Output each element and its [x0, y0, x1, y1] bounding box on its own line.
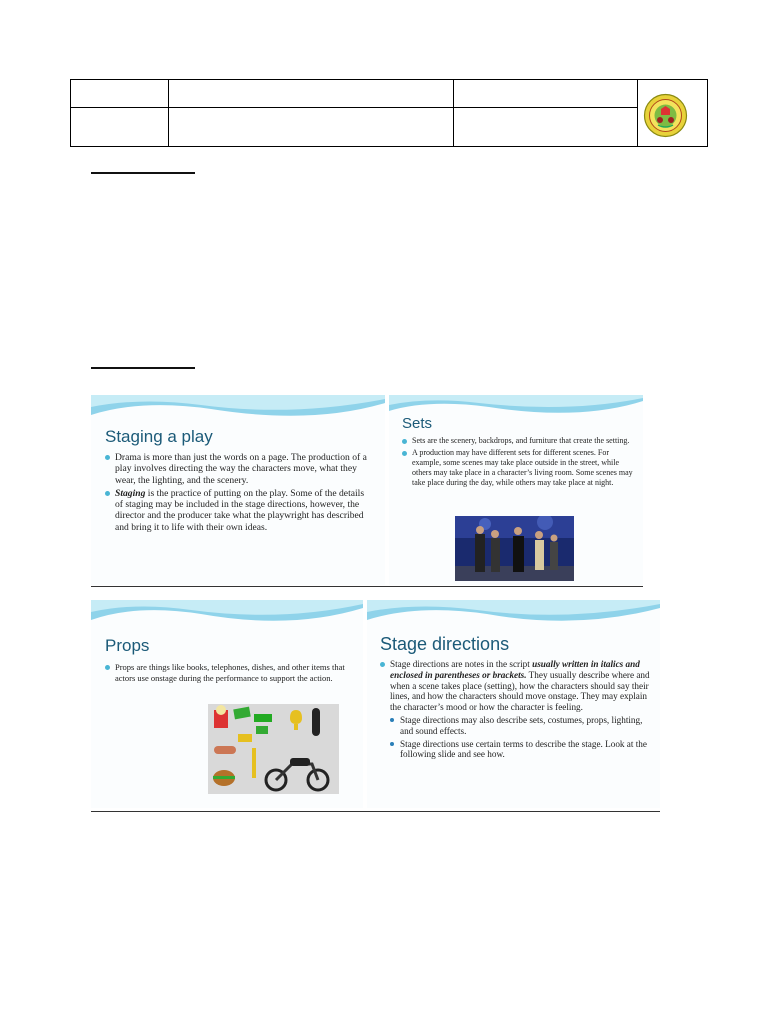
slide-bullets: [105, 662, 355, 686]
table-divider: [168, 80, 169, 146]
table-divider: [71, 107, 637, 108]
slide-wave-decoration: [367, 600, 660, 630]
school-seal-logo: [643, 93, 688, 138]
slide-stage-directions: [367, 600, 660, 808]
slide-row-divider: [91, 586, 643, 587]
slide-bullets: [402, 436, 636, 490]
table-divider: [637, 80, 638, 146]
slide-sets: [389, 395, 643, 585]
slide-title: Props: [105, 636, 150, 655]
slide-wave-decoration: [91, 395, 385, 425]
props-clipart-image: [208, 704, 339, 794]
slide-title: Stage directions: [380, 634, 510, 654]
slide-props: [91, 600, 363, 808]
slide-wave-decoration: [91, 600, 363, 630]
list-item: A production may have different sets for different scenes. For example, some scenes may take place outside in the street, while others may take place in a character’s living room. Some scenes may take place during the day, while others may take place at night.: [402, 448, 636, 488]
list-item: Stage directions use certain terms to describe the stage. Look at the following slide and see how.: [390, 739, 652, 761]
slide-title: Staging a play: [105, 427, 213, 446]
list-item: Staging is the practice of putting on the play. Some of the details of staging may be included in the stage directions, however, the director and the producer take what the playwright has described and bring it to life with their own ideas.: [105, 488, 367, 533]
slide-row-divider: [91, 811, 660, 812]
slide-bullets: [380, 659, 652, 762]
slide-title: Sets: [402, 415, 433, 432]
table-divider: [453, 80, 454, 146]
slide-staging-a-play: [91, 395, 385, 585]
slide-bullets: [105, 452, 367, 535]
list-item: Stage directions may also describe sets, costumes, props, lighting, and sound effects.: [390, 715, 652, 737]
list-item: Drama is more than just the words on a page. The production of a play involves directing the way the characters move, what they wear, the lighting, and the scenery.: [105, 452, 367, 486]
list-item: Props are things like books, telephones, dishes, and other items that actors use onstage during the performance to support the action.: [105, 662, 355, 684]
list-item: Sets are the scenery, backdrops, and furniture that create the setting.: [402, 436, 636, 446]
list-item: Stage directions are notes in the script usually written in italics and enclosed in parentheses or brackets. They usually describe where and when a scene takes place (setting), how the characters should say their lines, and how the characters should move onstage. They may explain the character’s mood or how the character is feeling.: [380, 659, 652, 713]
section-heading-underline: [91, 172, 195, 174]
header-table: [70, 79, 708, 147]
section-heading-underline: [91, 367, 195, 369]
stage-actors-photo: [455, 516, 574, 581]
